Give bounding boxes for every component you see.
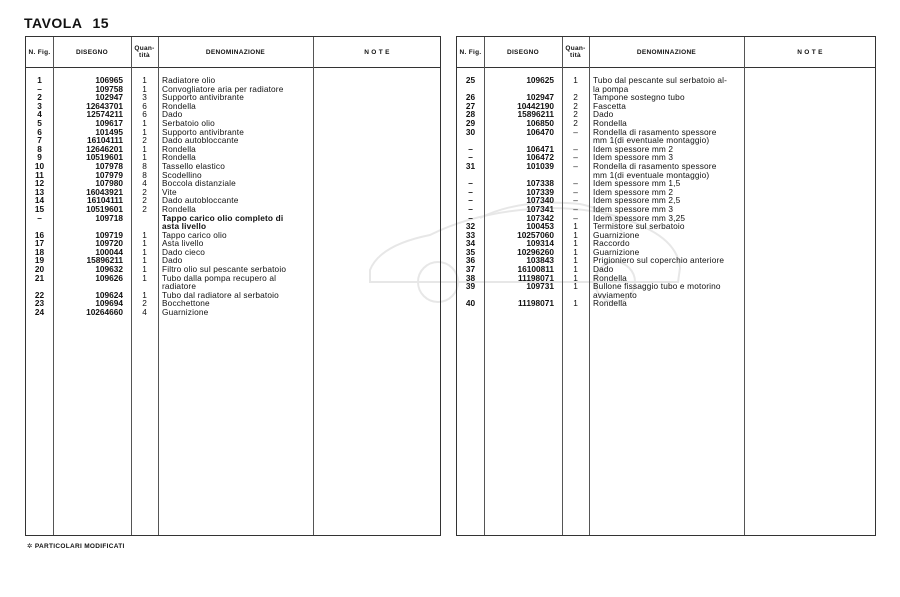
table-row — [26, 214, 440, 223]
row-disegno: 106470 — [526, 126, 554, 137]
row-quantita: 4 — [142, 307, 147, 318]
row-quantita: 2 — [142, 203, 147, 214]
row-quantita: 2 — [142, 195, 147, 206]
row-quantita: 1 — [142, 117, 147, 128]
row-quantita: 8 — [142, 160, 147, 171]
row-disegno: 107339 — [526, 186, 554, 197]
row-disegno: 103843 — [526, 255, 554, 266]
row-denominazione: Guarnizione — [593, 246, 640, 257]
row-fig: 1 — [37, 75, 42, 85]
table-header — [26, 37, 440, 68]
row-denominazione: Idem spessore mm 1,5 — [593, 178, 681, 189]
row-disegno: 10257060 — [517, 229, 554, 240]
row-disegno: 107342 — [526, 212, 554, 223]
table-row — [26, 239, 440, 248]
row-quantita: 1 — [142, 238, 147, 249]
row-disegno: 109718 — [95, 212, 123, 223]
row-denominazione: Tappo carico olio — [162, 229, 227, 240]
row-quantita: 1 — [142, 143, 147, 154]
row-disegno: 107978 — [95, 160, 123, 171]
row-denominazione: Rondella di rasamento spessore — [593, 160, 717, 171]
row-quantita: 1 — [142, 264, 147, 275]
row-denominazione: Rondella — [593, 117, 627, 128]
row-fig: 10 — [34, 160, 45, 171]
row-quantita: 2 — [142, 186, 147, 197]
row-fig: 32 — [465, 221, 476, 232]
row-denominazione: Convogliatore aria per radiatore — [162, 83, 284, 94]
row-denominazione: Raccordo — [593, 238, 630, 249]
row-quantita: 1 — [142, 229, 147, 240]
row-quantita: 2 — [573, 92, 578, 103]
row-denominazione: Rondella — [593, 298, 627, 309]
row-denominazione: Boccola distanziale — [162, 178, 236, 189]
row-denominazione: Bocchettone — [162, 298, 210, 309]
row-denominazione: Tassello elastico — [162, 160, 225, 171]
row-fig: 26 — [465, 92, 476, 103]
row-fig: 15 — [34, 203, 45, 214]
header-note: N O T E — [797, 48, 823, 56]
row-fig: – — [468, 186, 473, 197]
row-denominazione: mm 1(di eventuale montaggio) — [593, 169, 710, 180]
row-quantita: – — [573, 126, 578, 137]
row-quantita: – — [573, 152, 578, 163]
row-fig: 18 — [34, 246, 45, 257]
footnote: ✲ PARTICOLARI MODIFICATI — [27, 543, 125, 550]
parts-table-right — [456, 36, 876, 536]
row-quantita: – — [573, 195, 578, 206]
row-disegno: 107979 — [95, 169, 123, 180]
row-disegno: 10519601 — [86, 152, 123, 163]
row-quantita: 1 — [142, 246, 147, 257]
row-fig: 30 — [465, 126, 476, 137]
row-fig: 3 — [37, 100, 42, 111]
row-disegno: 16100811 — [517, 264, 554, 275]
row-denominazione: Dado — [593, 109, 614, 120]
row-quantita: 1 — [142, 152, 147, 163]
row-fig: 14 — [34, 195, 45, 206]
row-quantita: – — [573, 212, 578, 223]
row-fig: 24 — [34, 307, 45, 318]
row-disegno: 109624 — [95, 289, 123, 300]
row-disegno: 109719 — [95, 229, 123, 240]
row-denominazione: Tubo dal radiatore al serbatoio — [162, 289, 279, 300]
row-disegno: 102947 — [95, 92, 123, 103]
row-quantita: 3 — [142, 92, 147, 103]
row-fig: 28 — [465, 109, 476, 120]
row-denominazione: Vite — [162, 186, 177, 197]
row-fig: – — [468, 152, 473, 163]
row-fig: 33 — [465, 229, 476, 240]
row-disegno: 107338 — [526, 178, 554, 189]
header-denominazione: DENOMINAZIONE — [636, 48, 697, 56]
row-disegno: 109694 — [95, 298, 123, 309]
row-denominazione: Tappo carico olio completo di — [162, 212, 284, 223]
row-quantita: 1 — [142, 126, 147, 137]
row-denominazione: Supporto antivibrante — [162, 126, 245, 137]
row-disegno: 107980 — [95, 178, 123, 189]
row-quantita: – — [573, 186, 578, 197]
row-fig: 38 — [465, 272, 476, 283]
row-denominazione: Dado autobloccante — [162, 195, 239, 206]
row-denominazione: Prigioniero sul coperchio anteriore — [593, 255, 725, 266]
row-quantita: 1 — [573, 229, 578, 240]
row-fig: 25 — [465, 75, 476, 85]
row-denominazione: Bullone fissaggio tubo e motorino — [593, 281, 721, 292]
row-fig: 16 — [34, 229, 45, 240]
table-row — [26, 231, 440, 240]
row-disegno: 102947 — [526, 92, 554, 103]
header-quantita: Quan- tità — [565, 45, 586, 59]
row-quantita: 6 — [142, 100, 147, 111]
table-row — [26, 222, 440, 231]
row-quantita: 2 — [573, 100, 578, 111]
table-row — [26, 162, 440, 171]
row-disegno: 109617 — [95, 117, 123, 128]
row-fig: 37 — [465, 264, 476, 275]
row-quantita: 1 — [142, 272, 147, 283]
row-denominazione: Rondella — [162, 143, 196, 154]
row-quantita: – — [573, 160, 578, 171]
row-fig: 2 — [37, 92, 42, 103]
table-header — [457, 37, 875, 68]
row-disegno: 16043921 — [86, 186, 123, 197]
row-denominazione: Dado cieco — [162, 246, 206, 257]
row-quantita: – — [573, 178, 578, 189]
row-quantita: 1 — [573, 75, 578, 85]
row-disegno: 16104111 — [87, 135, 123, 146]
row-quantita: 2 — [573, 109, 578, 120]
row-fig: 22 — [34, 289, 45, 300]
row-disegno: 11198071 — [518, 272, 554, 283]
row-disegno: 100453 — [526, 221, 554, 232]
row-denominazione: Rondella — [162, 203, 196, 214]
row-disegno: 107340 — [526, 195, 554, 206]
row-quantita: 1 — [573, 264, 578, 275]
row-quantita: 1 — [142, 289, 147, 300]
row-disegno: 109632 — [95, 264, 123, 275]
row-denominazione: Rondella — [593, 272, 627, 283]
row-fig: 34 — [465, 238, 476, 249]
table-rows — [26, 76, 440, 317]
row-fig: – — [468, 203, 473, 214]
row-fig: 5 — [37, 117, 42, 128]
row-fig: 13 — [34, 186, 45, 197]
row-fig: – — [37, 212, 42, 223]
row-quantita: – — [573, 203, 578, 214]
table-row — [457, 282, 875, 291]
table-rows — [457, 76, 875, 308]
row-quantita: – — [573, 143, 578, 154]
row-disegno: 106965 — [95, 75, 123, 85]
row-fig: – — [468, 178, 473, 189]
row-fig: 31 — [465, 160, 476, 171]
row-denominazione: Idem spessore mm 2 — [593, 143, 674, 154]
header-disegno: DISEGNO — [506, 48, 540, 56]
row-disegno: 10264660 — [86, 307, 123, 318]
row-disegno: 10296260 — [517, 246, 554, 257]
row-quantita: 1 — [573, 221, 578, 232]
header-note: N O T E — [364, 48, 390, 56]
row-denominazione: mm 1(di eventuale montaggio) — [593, 135, 710, 146]
row-denominazione: asta livello — [162, 221, 207, 232]
row-fig: 9 — [37, 152, 42, 163]
row-denominazione: Rondella — [162, 152, 196, 163]
row-denominazione: Rondella — [162, 100, 196, 111]
row-disegno: 109731 — [526, 281, 554, 292]
row-quantita: 2 — [573, 117, 578, 128]
row-quantita: 1 — [573, 238, 578, 249]
header-quantita: Quan- tità — [134, 45, 155, 59]
row-fig: 39 — [465, 281, 476, 292]
row-denominazione: Fascetta — [593, 100, 627, 111]
page-title — [24, 15, 109, 31]
row-fig: 23 — [34, 298, 45, 309]
row-denominazione: Tubo dalla pompa recupero al — [162, 272, 277, 283]
row-fig: 20 — [34, 264, 45, 275]
row-denominazione: Guarnizione — [162, 307, 209, 318]
row-disegno: 106850 — [526, 117, 554, 128]
row-fig: 4 — [37, 109, 42, 120]
row-quantita: 6 — [142, 109, 147, 120]
row-quantita: 1 — [573, 272, 578, 283]
row-disegno: 12646201 — [86, 143, 123, 154]
row-denominazione: Rondella di rasamento spessore — [593, 126, 717, 137]
row-denominazione: Idem spessore mm 2,5 — [593, 195, 681, 206]
row-fig: – — [468, 195, 473, 206]
row-fig: 8 — [37, 143, 42, 154]
row-disegno: 10519601 — [86, 203, 123, 214]
page-title-number: 15 — [92, 15, 110, 31]
row-denominazione: Idem spessore mm 2 — [593, 186, 674, 197]
row-disegno: 101495 — [95, 126, 123, 137]
row-quantita: 2 — [142, 298, 147, 309]
table-row — [26, 291, 440, 300]
row-quantita: 2 — [142, 135, 147, 146]
row-fig: 27 — [465, 100, 476, 111]
row-denominazione: Idem spessore mm 3,25 — [593, 212, 686, 223]
row-disegno: 101039 — [526, 160, 554, 171]
row-fig: – — [37, 83, 42, 94]
row-quantita: 1 — [573, 255, 578, 266]
header-fig: N. Fig. — [459, 48, 482, 56]
row-denominazione: Tampone sostegno tubo — [593, 92, 685, 103]
row-disegno: 10442190 — [517, 100, 554, 111]
row-denominazione: Tubo dal pescante sul serbatoio al- — [593, 75, 728, 85]
row-fig: 19 — [34, 255, 45, 266]
parts-table-left — [25, 36, 441, 536]
row-denominazione: Scodellino — [162, 169, 202, 180]
row-denominazione: Dado — [162, 109, 183, 120]
row-disegno: 109720 — [95, 238, 123, 249]
row-fig: 35 — [465, 246, 476, 257]
row-disegno: 109626 — [95, 272, 123, 283]
page-title-label: TAVOLA — [24, 15, 83, 31]
row-fig: 17 — [34, 238, 45, 249]
row-fig: – — [468, 212, 473, 223]
header-fig: N. Fig. — [28, 48, 51, 56]
table-row — [26, 110, 440, 119]
row-denominazione: Idem spessore mm 3 — [593, 152, 674, 163]
row-disegno: 107341 — [526, 203, 554, 214]
row-fig: 7 — [37, 135, 42, 146]
table-row — [457, 299, 875, 308]
table-row — [457, 231, 875, 240]
row-disegno: 12643701 — [86, 100, 123, 111]
row-disegno: 11198071 — [518, 298, 554, 309]
row-denominazione: radiatore — [162, 281, 197, 292]
header-denominazione: DENOMINAZIONE — [205, 48, 266, 56]
row-quantita: 1 — [573, 281, 578, 292]
row-disegno: 109758 — [95, 83, 123, 94]
row-quantita: 1 — [142, 83, 147, 94]
table-row — [457, 76, 875, 85]
row-quantita: 1 — [573, 298, 578, 309]
row-fig: – — [468, 143, 473, 154]
row-denominazione: Asta livello — [162, 238, 204, 249]
row-denominazione: Filtro olio sul pescante serbatoio — [162, 264, 287, 275]
row-disegno: 106472 — [526, 152, 554, 163]
row-denominazione: la pompa — [593, 83, 629, 94]
row-denominazione: Termistore sul serbatoio — [593, 221, 685, 232]
row-disegno: 15896211 — [517, 109, 554, 120]
row-denominazione: Dado — [593, 264, 614, 275]
row-disegno: 109314 — [526, 238, 554, 249]
header-disegno: DISEGNO — [75, 48, 109, 56]
row-denominazione: avviamento — [593, 289, 637, 300]
row-denominazione: Dado autobloccante — [162, 135, 239, 146]
table-row — [26, 153, 440, 162]
row-fig: 36 — [465, 255, 476, 266]
row-denominazione: Supporto antivibrante — [162, 92, 245, 103]
row-fig: 29 — [465, 117, 476, 128]
table-row — [457, 110, 875, 119]
row-quantita: 1 — [573, 246, 578, 257]
row-disegno: 15896211 — [86, 255, 123, 266]
table-row — [26, 308, 440, 317]
row-disegno: 100044 — [95, 246, 123, 257]
row-fig: 6 — [37, 126, 42, 137]
row-denominazione: Idem spessore mm 3 — [593, 203, 674, 214]
row-disegno: 12574211 — [86, 109, 123, 120]
table-row — [26, 274, 440, 283]
row-fig: 12 — [34, 178, 45, 189]
row-fig: 11 — [35, 169, 44, 180]
row-disegno: 106471 — [526, 143, 554, 154]
row-fig: 21 — [34, 272, 45, 283]
row-denominazione: Guarnizione — [593, 229, 640, 240]
row-quantita: 4 — [142, 178, 147, 189]
row-quantita: 1 — [142, 75, 147, 85]
row-quantita: 1 — [142, 255, 147, 266]
row-disegno: 16104111 — [87, 195, 123, 206]
row-denominazione: Serbatoio olio — [162, 117, 215, 128]
row-denominazione: Radiatore olio — [162, 75, 216, 85]
row-quantita: 8 — [142, 169, 147, 180]
row-denominazione: Dado — [162, 255, 183, 266]
row-disegno: 109625 — [526, 75, 554, 85]
row-fig: 40 — [465, 298, 476, 309]
